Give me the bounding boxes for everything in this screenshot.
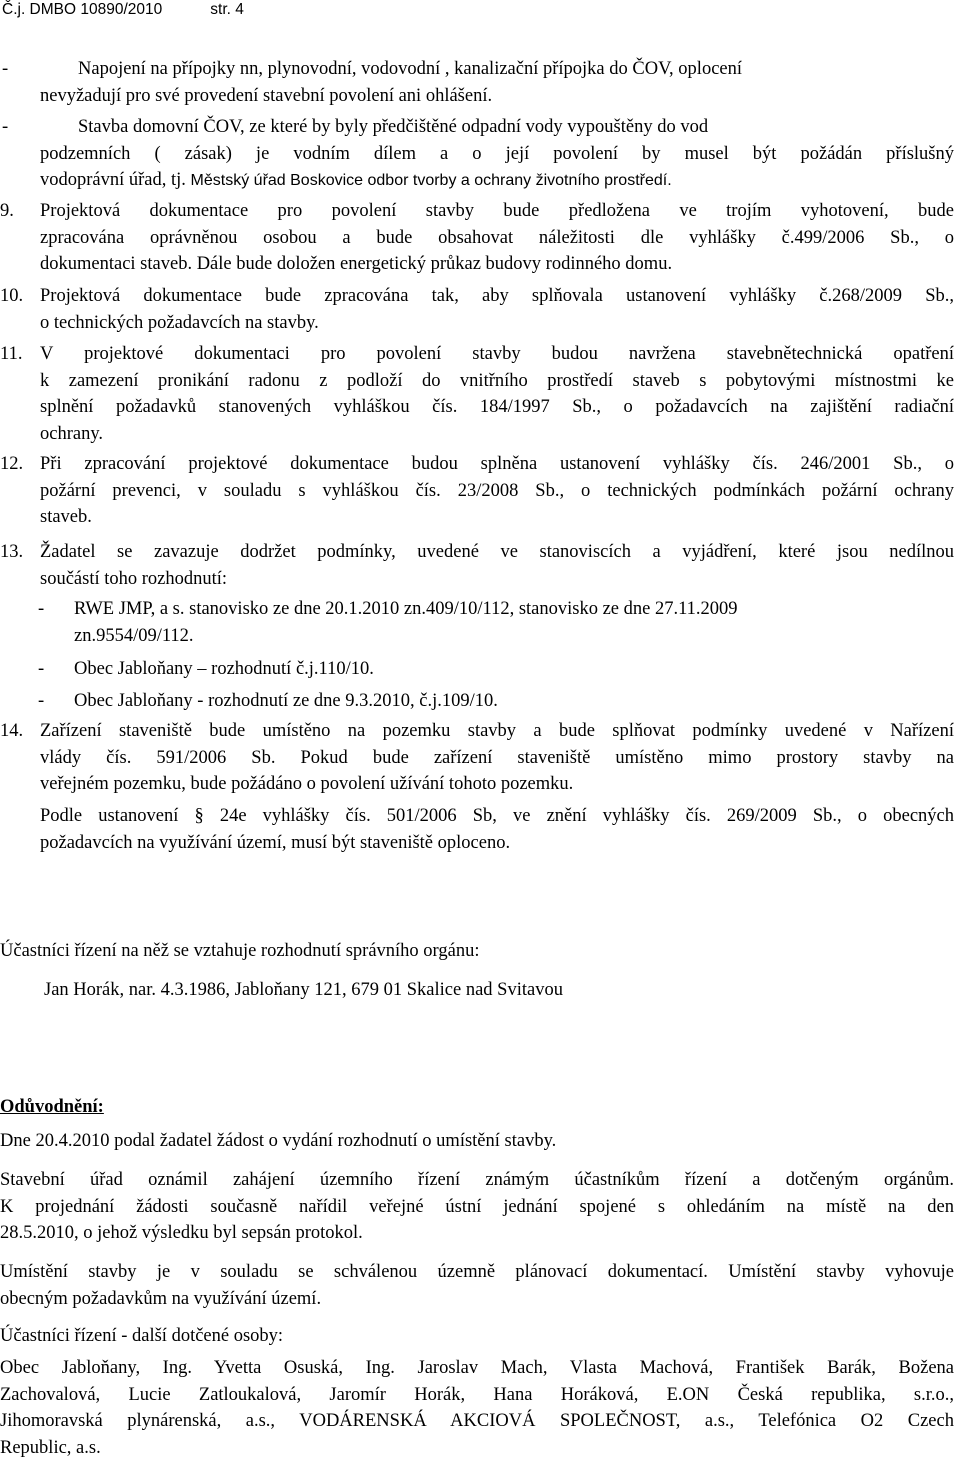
site-fencing-note [40, 803, 954, 856]
condition-line: o technických požadavcích na stavby. [40, 310, 954, 337]
paragraph-line: obecným požadavkům na využívání území. [0, 1286, 954, 1313]
bullet-dash: - [38, 596, 74, 649]
reasoning-p4: Účastníci řízení - další dotčené osoby: [0, 1323, 954, 1350]
condition-line: ochrany. [40, 421, 954, 448]
reasoning-p2 [0, 1167, 954, 1247]
condition-12 [0, 451, 954, 531]
reasoning-p5 [0, 1355, 954, 1461]
condition-9 [0, 198, 954, 278]
paragraph-line: K projednání žádosti současně nařídil veřejné ústní jednání spojené s ohledáním na místě na den [0, 1194, 954, 1221]
reasoning-heading: Odůvodnění: [0, 1094, 954, 1121]
bullet-line: vodoprávní úřad, tj. [40, 170, 186, 190]
condition-line: V projektové dokumentaci pro povolení stavby budou navržena stavebnětechnická opatření [40, 341, 954, 368]
condition-line: staveb. [40, 504, 954, 531]
bullet-dash: - [38, 688, 74, 715]
bullet-line: Stavba domovní ČOV, ze které by byly předčištěné odpadní vody vypouštěny do vod [78, 114, 708, 141]
note-line: Podle ustanovení § 24e vyhlášky čís. 501/2006 Sb, ve znění vyhlášky čís. 269/2009 Sb., o obecných [40, 803, 954, 830]
condition-line: Žadatel se zavazuje dodržet podmínky, uvedené ve stanoviscích a vyjádření, které jsou nedílnou [40, 539, 954, 566]
paragraph-line: Republic, a.s. [0, 1435, 954, 1461]
reference-number: Č.j. DMBO 10890/2010 [2, 1, 162, 18]
bullet-line: nevyžadují pro své provedení stavební povolení ani ohlášení. [40, 83, 954, 110]
opinion-line: zn.9554/09/112. [74, 623, 738, 650]
opinion-line: Obec Jabloňany – rozhodnutí č.j.110/10. [74, 656, 374, 683]
condition-10 [0, 283, 954, 336]
paragraph-line: Zachovalová, Lucie Zatloukalová, Jaromír Horák, Hana Horáková, E.ON Česká republika, s.r.o., [0, 1382, 954, 1409]
condition-line: Zařízení staveniště bude umístěno na pozemku stavby a bude splňovat podmínky uvedené v Nařízení [40, 718, 954, 745]
reasoning-p3 [0, 1259, 954, 1312]
opinion-line: RWE JMP, a s. stanovisko ze dne 20.1.2010 zn.409/10/112, stanovisko ze dne 27.11.2009 [74, 596, 738, 623]
condition-line: k zamezení pronikání radonu z podloží do vnitřního prostředí staveb s pobytovými místnostmi ke [40, 368, 954, 395]
paragraph-line: Jihomoravská plynárenská, a.s., VODÁRENSKÁ AKCIOVÁ SPOLEČNOST, a.s., Telefónica O2 Czech [0, 1408, 954, 1435]
paragraph-line: 28.5.2010, o jehož výsledku byl sepsán protokol. [0, 1220, 954, 1247]
condition-number: 13. [0, 539, 40, 592]
participant-name: Jan Horák, nar. 4.3.1986, Jabloňany 121, 679 01 Skalice nad Svitavou [44, 977, 954, 1004]
condition-line: Projektová dokumentace pro povolení stavby bude předložena ve trojím vyhotovení, bude [40, 198, 954, 225]
condition-13 [0, 539, 954, 592]
paragraph-line: Umístění stavby je v souladu se schválenou územně plánovací dokumentací. Umístění stavby vyhovuje [0, 1259, 954, 1286]
opinion-line: Obec Jabloňany - rozhodnutí ze dne 9.3.2010, č.j.109/10. [74, 688, 498, 715]
opinion-obec-2 [38, 688, 954, 715]
opinion-obec-1 [38, 656, 954, 683]
bullet-dash: - [0, 114, 38, 141]
authority-name: Městský úřad Boskovice odbor tvorby a ochrany životního prostředí. [191, 172, 672, 189]
paragraph-line: Obec Jabloňany, Ing. Yvetta Osuská, Ing. Jaroslav Mach, Vlasta Machová, František Barák, Božena [0, 1355, 954, 1382]
condition-14 [0, 718, 954, 798]
condition-11 [0, 341, 954, 447]
paragraph-line: Stavební úřad oznámil zahájení územního řízení známým účastníkům řízení a dotčeným orgánům. [0, 1167, 954, 1194]
bullet-line: podzemních ( zásak) je vodním dílem a o její povolení by musel být požádán příslušný [40, 141, 954, 168]
condition-line: zpracována oprávněnou osobou a bude obsahovat náležitosti dle vyhlášky č.499/2006 Sb., o [40, 225, 954, 252]
condition-number: 10. [0, 283, 40, 336]
condition-line: vlády čís. 591/2006 Sb. Pokud bude zařízení staveniště umístěno mimo prostory stavby na [40, 745, 954, 772]
condition-line: požární prevenci, v souladu s vyhláškou čís. 23/2008 Sb., o technických podmínkách požární ochrany [40, 478, 954, 505]
page-number: str. 4 [210, 1, 244, 18]
condition-line: Projektová dokumentace bude zpracována tak, aby splňovala ustanovení vyhlášky č.268/2009 Sb., [40, 283, 954, 310]
bullet-line: Napojení na přípojky nn, plynovodní, vodovodní , kanalizační přípojka do ČOV, oplocení [78, 56, 742, 83]
reasoning-p1: Dne 20.4.2010 podal žadatel žádost o vydání rozhodnutí o umístění stavby. [0, 1128, 954, 1155]
condition-number: 14. [0, 718, 40, 798]
condition-line: součástí toho rozhodnutí: [40, 566, 954, 593]
bullet-connections [0, 56, 954, 109]
condition-line: dokumentaci staveb. Dále bude doložen energetický průkaz budovy rodinného domu. [40, 251, 954, 278]
note-line: požadavcích na využívání území, musí být staveniště oploceno. [40, 830, 954, 857]
bullet-dash: - [0, 56, 38, 83]
condition-line: veřejném pozemku, bude požádáno o povolení užívání tohoto pozemku. [40, 771, 954, 798]
condition-number: 9. [0, 198, 40, 278]
condition-line: splnění požadavků stanovených vyhláškou čís. 184/1997 Sb., o požadavcích na zajištění radiační [40, 394, 954, 421]
page-header [2, 1, 244, 19]
condition-number: 11. [0, 341, 40, 447]
condition-number: 12. [0, 451, 40, 531]
participants-heading: Účastníci řízení na něž se vztahuje rozhodnutí správního orgánu: [0, 938, 954, 965]
opinion-rwe [38, 596, 954, 649]
condition-line: Při zpracování projektové dokumentace budou splněna ustanovení vyhlášky čís. 246/2001 Sb., o [40, 451, 954, 478]
bullet-dash: - [38, 656, 74, 683]
bullet-wastewater [0, 114, 954, 195]
